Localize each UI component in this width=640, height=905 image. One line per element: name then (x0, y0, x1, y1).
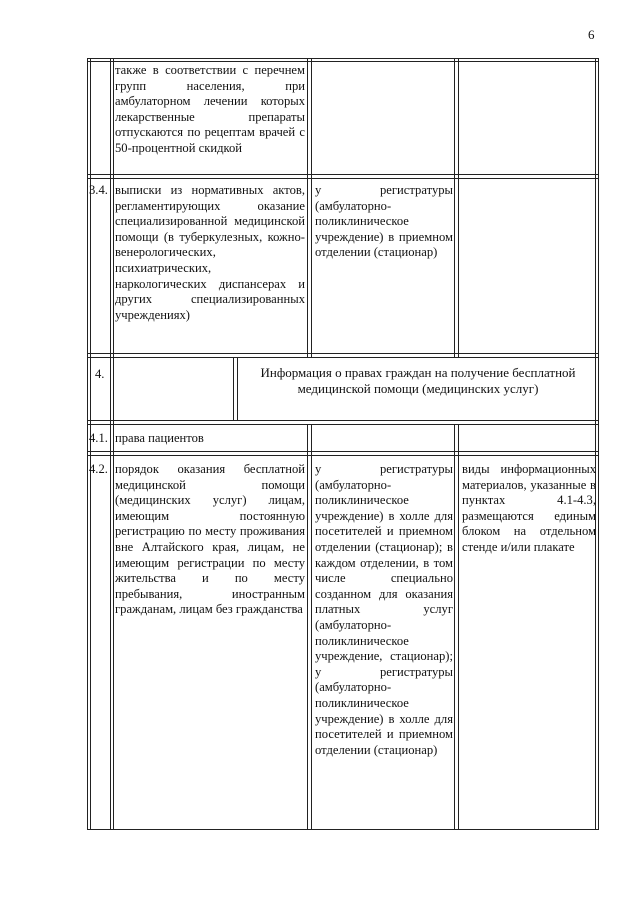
page-number: 6 (588, 27, 595, 42)
row-4-2-method: виды информационных материалов, указанные в пунктах 4.1-4.3, размещаются единым блоком на отдельном стенде и/или плакате (462, 462, 596, 554)
row-4-2-number: 4.2. (89, 462, 108, 476)
row-3-4-info: выписки из нормативных актов, регламентирующих оказание специализированной медицинской помощи (в туберкулезных, кожно-венерологических, психиатрических, наркологических диспансерах и других специализированных учреждениях) (115, 183, 305, 322)
row-continuation-info: также в соответствии с перечнем групп населения, при амбулаторном лечении которых лекарственные препараты отпускаются по рецептам врачей с 50-процентной скидкой (115, 63, 305, 155)
row-4-2-place: у регистратуры (амбулаторно-поликлиническое учреждение) в холле для посетителей и приемном отделении (стационар); в каждом отделении, в том числе специально созданном для оказания платных услуг (амбулаторно-поликлиническое учреждение, стационар); у регистратуры (амбулаторно-поликлиническое учреждение) в холле для посетителей и приемном отделении (стационар) (315, 462, 453, 757)
section-4-header: Информация о правах граждан на получение бесплатной медицинской помощи (медицинских услуг) (260, 365, 576, 396)
row-3-4-place: у регистратуры (амбулаторно-поликлиническое учреждение) в приемном отделении (стационар) (315, 183, 453, 260)
row-4-1-number: 4.1. (89, 431, 108, 445)
row-3-4-number: 3.4. (89, 183, 108, 197)
row-4-number: 4. (95, 367, 105, 381)
row-4-2-info: порядок оказания бесплатной медицинской помощи (медицинских услуг) лицам, имеющим постоянную регистрацию по месту проживания вне Алтайского края, лицам, не имеющим регистрации по месту жительства и по месту пребывания, иностранным гражданам, лицам без гражданства (115, 462, 305, 617)
row-4-1-info: права пациентов (115, 431, 204, 445)
